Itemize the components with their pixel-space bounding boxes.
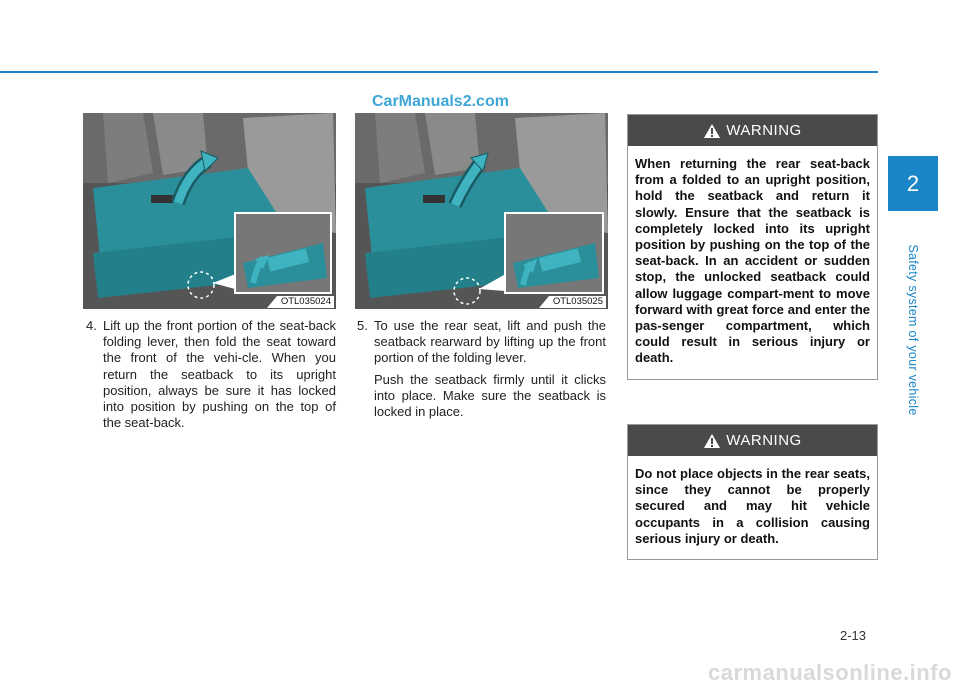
chapter-tab: 2 <box>888 156 938 211</box>
warning-box <box>627 114 878 380</box>
warning-text: When returning the rear seat-back from a folded to an upright position, hold the seatback and return it slowly. Ensure that the seatback is completely locked into its upright position by pushing on the top of the seat-back. In an accident or sudden stop, the unlocked seatback could allow luggage compart-ment to move forward with great force and enter the pas-senger compartment, which could result in serious injury or death. <box>635 156 870 366</box>
figure-caption: OTL035025 <box>549 296 606 308</box>
warning-header <box>628 425 877 456</box>
warning-triangle-icon <box>703 123 721 139</box>
chapter-title: Safety system of your vehicle <box>906 244 920 416</box>
step-5 <box>357 318 606 425</box>
step-4 <box>86 318 336 436</box>
seat-return-photo <box>355 113 608 309</box>
page-number: 2-13 <box>840 628 867 643</box>
warning-triangle-icon <box>703 433 721 449</box>
step-text: Push the seatback firmly until it clicks into place. Make sure the seatback is locked in place. <box>374 371 606 420</box>
step-number: 5. <box>357 318 368 333</box>
seat-fold-photo <box>83 113 336 309</box>
warning-header <box>628 115 877 146</box>
step-text: Lift up the front portion of the seat-back folding lever, then fold the seat toward the front of the vehi-cle. When you return the seatback to its upright position, always be sure it has locked into position by pushing on the top of the seat-back. <box>103 318 336 431</box>
header-rule <box>0 71 878 73</box>
footer-watermark[interactable]: carmanualsonline.info <box>708 660 952 685</box>
step-text: To use the rear seat, lift and push the seatback rearward by lifting up the front portion of the folding lever. <box>374 318 606 366</box>
warning-title: WARNING <box>726 432 802 449</box>
figure-caption: OTL035024 <box>277 296 334 308</box>
step-number: 4. <box>86 318 97 333</box>
warning-box <box>627 424 878 560</box>
warning-title: WARNING <box>726 122 802 139</box>
warning-text: Do not place objects in the rear seats, since they cannot be properly secured and may hit vehicle occupants in a collision causing serious injury or death. <box>635 466 870 546</box>
watermark-link[interactable]: CarManuals2.com <box>372 93 509 110</box>
